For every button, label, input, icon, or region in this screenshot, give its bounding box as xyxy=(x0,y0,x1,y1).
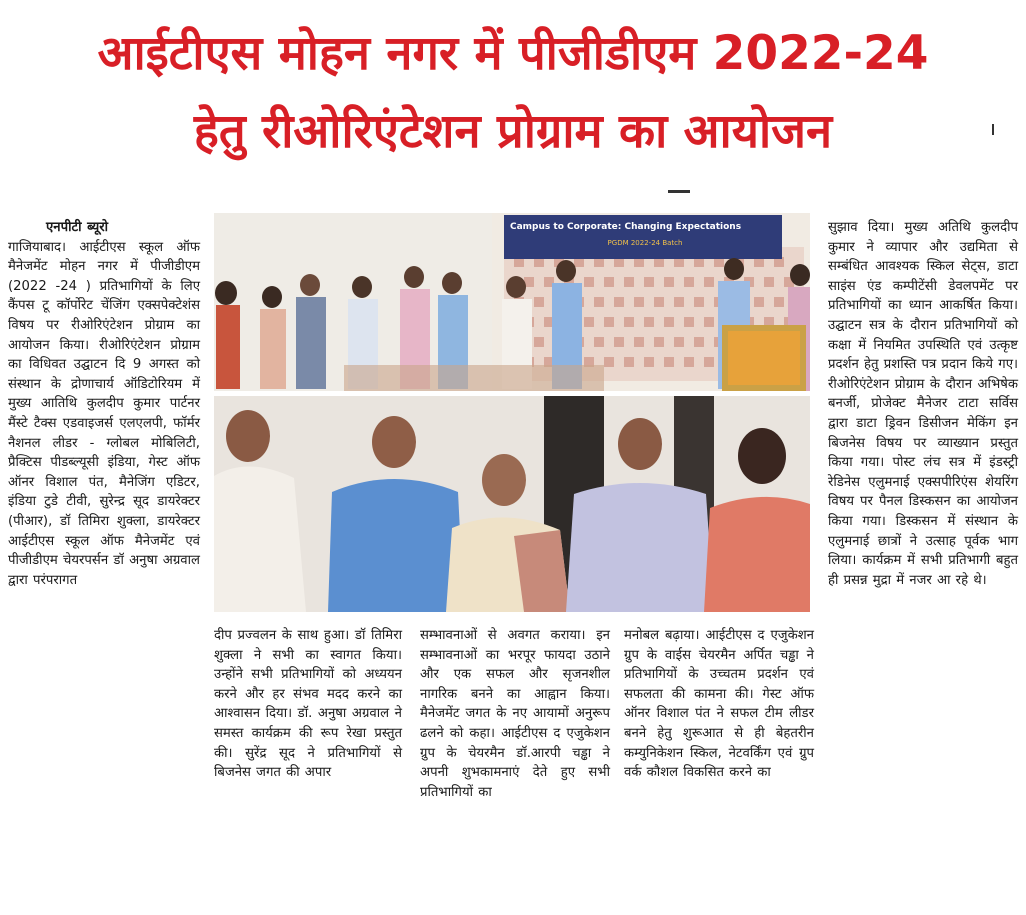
photo-group-image xyxy=(214,396,810,612)
banner-subtitle: PGDM 2022-24 Batch xyxy=(607,239,683,247)
article-column-4 xyxy=(624,626,814,783)
banner-title: Campus to Corporate: Changing Expectations xyxy=(510,222,742,232)
article-text: दीप प्रज्वलन के साथ हुआ। डॉ तिमिरा शुक्ला ने सभी का स्वागत किया। उन्होंने सभी प्रतिभागियों को अध्ययन करने और हर संभव मदद करने का आश्वासन दिया। डॉ. अनुषा अग्रवाल ने समस्त कार्यक्रम की रूप रेखा प्रस्तुत की। सुरेंद्र सूद ने प्रतिभागियों से बिजनेस जगत की अपार xyxy=(214,628,402,781)
headline-line-2: हेतु रीओरिएंटेशन प्रोग्राम का आयोजन xyxy=(193,104,833,159)
headline-line-1: आईटीएस मोहन नगर में पीजीडीएम 2022-24 xyxy=(97,26,929,81)
divider-mark xyxy=(668,190,690,193)
column-rule-mark xyxy=(992,124,994,135)
article-text: सुझाव दिया। मुख्य अतिथि कुलदीप कुमार ने व्यापार और उद्यमिता से सम्बंधित आवश्यक स्किल सेट्स, डाटा साइंस एंड कम्पीटेंसी डेवलपमेंट पर प्रतिभागियों का ध्यान आकर्षित किया। उद्घाटन सत्र के दौरान प्रतिभागियों को कक्षा में नियमित उपस्थिति एवं उत्कृष्ट प्रदर्शन हेतु प्रशस्ति पत्र प्रदान किये गए। रीओरिएंटेशन प्रोग्राम के दौरान अभिषेक बनर्जी, प्रोजेक्ट मैनेजर टाटा सर्विस द्वारा डाटा ड्रिवन डिसीजन मेकिंग इन बिजनेस विषय पर व्याख्यान प्रस्तुत किया गया। पोस्ट लंच सत्र में इंडस्ट्री रेडिनेस एलुमनाई एक्सपीरिएंस शेयरिंग विषय पर पैनल डिस्कसन का आयोजन किया गया। डिस्कसन में संस्थान के एलुमनाई छात्रों ने उत्साह पूर्वक भाग लिया। कार्यक्रम में सभी प्रतिभागी बहुत ही प्रसन्न मुद्रा में नजर आ रहे थे। xyxy=(828,220,1018,588)
photo-group-portrait xyxy=(214,396,810,612)
article-column-5 xyxy=(828,218,1018,590)
byline: एनपीटी ब्यूरो xyxy=(46,220,109,235)
article-text: मनोबल बढ़ाया। आईटीएस द एजुकेशन ग्रुप के वाईस चेयरमैन अर्पित चड्ढा ने प्रतिभागियों के उच्चतम प्रदर्शन एवं सफलता की कामना की। गेस्ट ऑफ ऑनर विशाल पंत ने सफल टीम लीडर बनने हेतु शुरूआत से ही बेहतरीन कम्युनिकेशन स्किल, नेटवर्किंग एवं ग्रुप वर्क कौशल विकसित करने का xyxy=(624,628,814,781)
article-column-1 xyxy=(8,218,200,590)
article-column-2 xyxy=(214,626,402,783)
article-text: सम्भावनाओं से अवगत कराया। इन सम्भावनाओं का भरपूर फायदा उठाने और एक सफल और सृजनशील नागरिक बनने का आह्वान किया। मैनेजमेंट जगत के नए आयामों अनुरूप ढलने को कहा। आईटीएस द एजुकेशन ग्रुप के चेयरमैन डॉ.आरपी चड्ढा ने अपनी शुभकामनाएं देते हुए सभी प्रतिभागियों का xyxy=(420,628,610,800)
article-text: गाजियाबाद। आईटीएस स्कूल ऑफ मैनेजमेंट मोहन नगर में पीजीडीएम (2022 -24 ) प्रतिभागियों के लिए कैंपस टू कॉर्पोरेट चेंजिंग एक्सपेक्टेशंस विषय पर रीओरिएंटेशन प्रोग्राम का आयोजन किया। रीओरिएंटेशन प्रोग्राम का विधिवत उद्घाटन दि 9 अगस्त को संस्थान के द्रोणाचार्य ऑडिटोरियम में मुख्य आतिथि कुलदीप कुमार पार्टनर मैंस्टे टैक्स एडवाइजर्स एलएलपी, फॉर्मर नैशनल लीडर - ग्लोबल मोबिलिटी, प्रैक्टिस पीडब्ल्यूसी इंडिया, गेस्ट ऑफ ऑनर विशाल पंत, मैनेजिंग एडिटर, इंडिया टुडे टीवी, सुरेन्द्र सूद डायरेक्टर (पीआर), डॉ तिमिरा शुक्ला, डायरेक्टर आईटीएस स्कूल ऑफ मैनेजमेंट एवं पीजीडीएम चेयरपर्सन डॉ अनुषा अग्रवाल द्वारा परंपरागत xyxy=(8,239,200,588)
photo-felicitation-stage xyxy=(214,213,810,391)
article-column-3 xyxy=(420,626,610,802)
